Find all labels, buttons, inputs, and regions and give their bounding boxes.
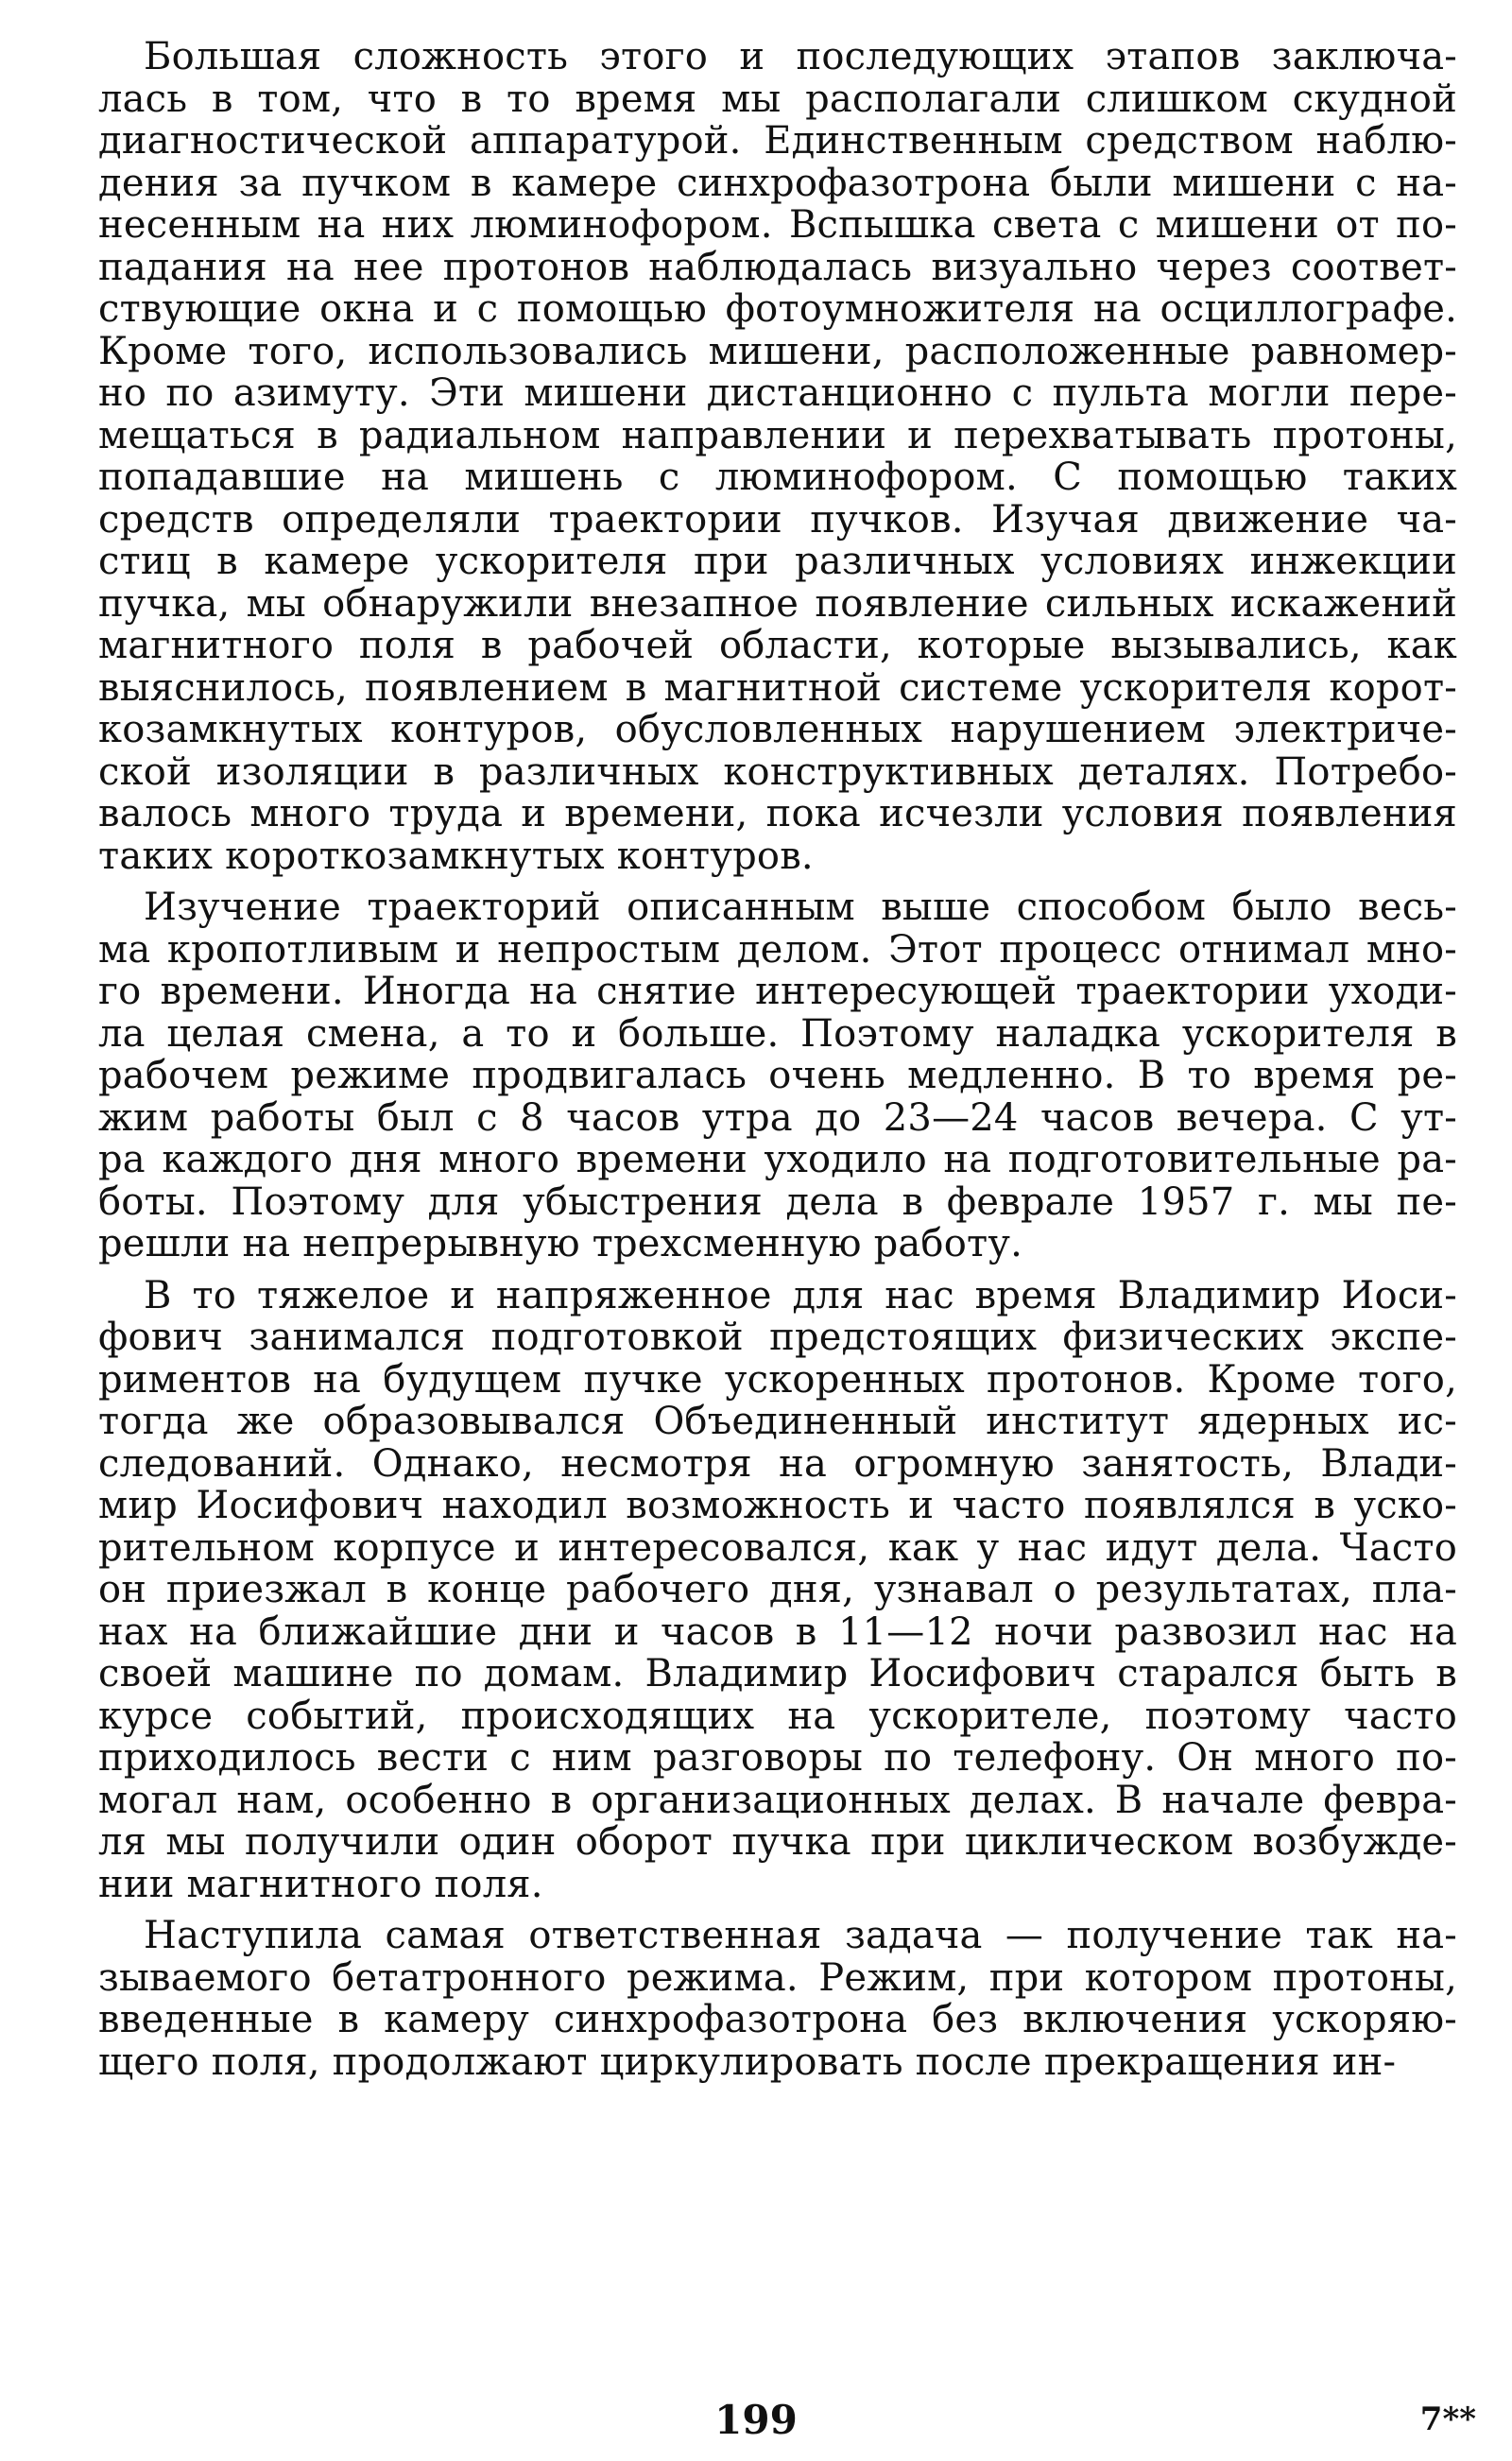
text-line: выяснилось, появлением в магнитной системе ускорителя корот- [98, 665, 1457, 710]
text-line: таких короткозамкнутых контуров. [98, 834, 814, 878]
text-line: нии магнитного поля. [98, 1862, 543, 1906]
text-line: щего поля, продолжают циркулировать после прекращения ин- [98, 2039, 1397, 2084]
text-line: мещаться в радиальном направлении и перехватывать протоны, [98, 413, 1457, 457]
text-line: курсе событий, происходящих на ускорителе, поэтому часто [98, 1694, 1457, 1738]
text-line: Наступила самая ответственная задача — получение так на- [144, 1914, 1457, 1957]
text-line: нах на ближайшие дни и часов в 11—12 ночи развозил нас на [98, 1609, 1457, 1654]
text-line: ской изоляции в различных конструктивных деталях. Потребо- [98, 749, 1457, 794]
text-line: лась в том, что в то время мы располагали слишком скудной [98, 77, 1457, 121]
text-line: В то тяжелое и напряженное для нас время Владимир Иоси- [144, 1273, 1457, 1317]
text-line: ствующие окна и с помощью фотоумножителя на осциллографе. [98, 287, 1457, 331]
text-line: он приезжал в конце рабочего дня, узнавал о результатах, пла- [98, 1568, 1457, 1611]
text-line: попадавшие на мишень с люминофором. С помощью таких [98, 456, 1457, 499]
text-line: ла целая смена, а то и больше. Поэтому наладка ускорителя в [98, 1011, 1457, 1056]
text-line: ма кропотливым и непростым делом. Этот процесс отнимал мно- [98, 927, 1457, 972]
text-line: приходилось вести с ним разговоры по телефону. Он много по- [98, 1736, 1457, 1780]
text-line: ра каждого дня много времени уходило на подготовительные ра- [98, 1138, 1457, 1181]
text-line: несенным на них люминофором. Вспышка света с мишени от по- [98, 203, 1457, 247]
text-line: пучка, мы обнаружили внезапное появление сильных искажений [98, 581, 1457, 626]
text-line: Изучение траекторий описанным выше способом было весь- [144, 886, 1457, 929]
text-line: диагностической аппаратурой. Единственным средством наблю- [98, 119, 1457, 163]
text-line: мир Иосифович находил возможность и часто появлялся в уско- [98, 1484, 1457, 1527]
text-line: го времени. Иногда на снятие интересующей траектории уходи- [98, 970, 1457, 1013]
text-line: могал нам, особенно в организационных делах. В начале февра- [98, 1778, 1457, 1822]
text-line: падания на нее протонов наблюдалась визуально через соответ- [98, 245, 1457, 289]
text-line: рабочем режиме продвигалась очень медленно. В то время ре- [98, 1054, 1457, 1097]
text-line: следований. Однако, несмотря на огромную занятость, Влади- [98, 1441, 1457, 1486]
body-text [98, 36, 1457, 2092]
text-line: дения за пучком в камере синхрофазотрона были мишени с на- [98, 161, 1457, 205]
text-line: Большая сложность этого и последующих этапов заключа- [144, 35, 1457, 78]
text-line: Кроме того, использовались мишени, расположенные равномер- [98, 329, 1457, 373]
paragraph [98, 886, 1457, 1265]
text-line: тогда же образовывался Объединенный институт ядерных ис- [98, 1400, 1457, 1443]
text-line: фович занимался подготовкой предстоящих физических экспе- [98, 1316, 1457, 1359]
text-line: но по азимуту. Эти мишени дистанционно с пульта могли пере- [98, 371, 1457, 415]
text-line: рительном корпусе и интересовался, как у нас идут дела. Часто [98, 1525, 1457, 1570]
text-line: решли на непрерывную трехсменную работу. [98, 1222, 1022, 1265]
printer-signature-mark: 7** [1419, 2401, 1476, 2438]
paragraph [98, 36, 1457, 877]
text-line: жим работы был с 8 часов утра до 23—24 часов вечера. С ут- [98, 1095, 1457, 1140]
text-line: риментов на будущем пучке ускоренных протонов. Кроме того, [98, 1357, 1457, 1402]
text-line: магнитного поля в рабочей области, которые вызывались, как [98, 624, 1457, 667]
text-line: средств определяли траектории пучков. Изучая движение ча- [98, 497, 1457, 542]
text-line: своей машине по домам. Владимир Иосифович старался быть в [98, 1652, 1457, 1695]
paragraph [98, 1915, 1457, 2083]
page-number: 199 [714, 2397, 798, 2443]
text-line: боты. Поэтому для убыстрения дела в феврале 1957 г. мы пе- [98, 1179, 1457, 1224]
text-line: ля мы получили один оборот пучка при циклическом возбужде- [98, 1820, 1457, 1864]
text-line: валось много труда и времени, пока исчезли условия появления [98, 792, 1457, 835]
text-line: введенные в камеру синхрофазотрона без включения ускоряю- [98, 1998, 1457, 2041]
text-line: стиц в камере ускорителя при различных условиях инжекции [98, 540, 1457, 583]
paragraph [98, 1275, 1457, 1906]
text-line: козамкнутых контуров, обусловленных нарушением электриче- [98, 708, 1457, 751]
text-line: зываемого бетатронного режима. Режим, при котором протоны, [98, 1955, 1457, 2000]
